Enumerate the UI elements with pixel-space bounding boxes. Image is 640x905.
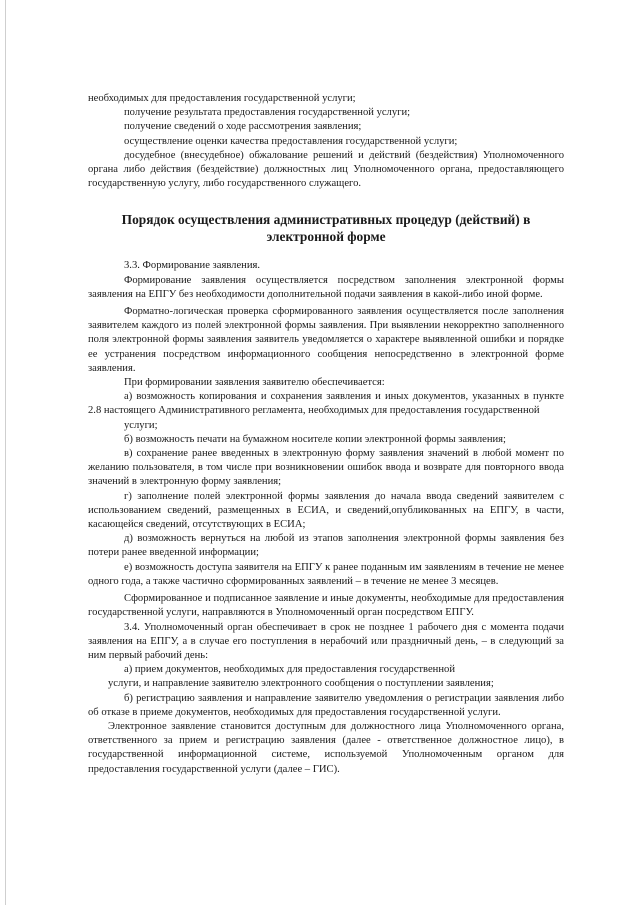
scan-edge-line (5, 0, 6, 905)
clause-3-4-item-b: б) регистрацию заявления и направление заявителю уведомления о регистрации заявления либо об отказе в приеме документов, необходимых для предоставления государственной услуги. (88, 692, 564, 718)
list-item-e: е) возможность доступа заявителя на ЕПГУ к ранее поданным им заявлениям в течение не менее одного года, а также частично сформированных заявлений – в течение не менее 3 месяцев. (88, 561, 564, 587)
intro-line-2: получение результата предоставления государственной услуги; (124, 107, 411, 119)
section-title: Порядок осуществления административных процедур (действий) в электронной форме (121, 212, 531, 245)
clause-3-4: 3.4. Уполномоченный орган обеспечивает в срок не позднее 1 рабочего дня с момента подачи заявления на ЕПГУ, а в случае его поступления в нерабочий или праздничный день, – в следующий за ним первый рабочий день: (88, 621, 564, 661)
list-item-b: б) возможность печати на бумажном носителе копии электронной формы заявления; (124, 433, 506, 445)
list-item-a-continuation: услуги; (124, 419, 158, 431)
paragraph-provided-list-intro: При формировании заявления заявителю обеспечивается: (124, 377, 385, 389)
intro-paragraph-appeal: досудебное (внесудебное) обжалование решений и действий (бездействия) Уполномоченного органа либо действия (бездействие) должностных лиц Уполномоченного органа, предоставляющего государственную услугу, либо государственного служащего. (88, 149, 564, 190)
list-item-v: в) сохранение ранее введенных в электронную форму заявления значений в любой момент по желанию пользователя, в том числе при возникновении ошибок ввода и возврате для повторного ввода значений в электронную форму заявления; (88, 448, 564, 488)
document-page (88, 92, 564, 777)
intro-line-3: получение сведений о ходе рассмотрения заявления; (124, 121, 362, 133)
intro-line-4: осуществление оценки качества предоставления государственной услуги; (124, 135, 458, 147)
clause-3-3-heading: 3.3. Формирование заявления. (124, 260, 261, 272)
clause-3-4-item-a: а) прием документов, необходимых для предоставления государственной (124, 664, 455, 676)
paragraph-validation: Форматно-логическая проверка сформированного заявления осуществляется после заполнения заявителем каждого из полей электронной формы заявления. При выявлении некорректно заполненного поля электронной формы заявления заявитель уведомляется о характере выявленной ошибки и порядке ее устранения посредством информационного сообщения непосредственно в электронной форме заявления. (88, 306, 564, 374)
paragraph-forming: Формирование заявления осуществляется посредством заполнения электронной формы заявления на ЕПГУ без необходимости дополнительной подачи заявления в какой-либо иной форме. (88, 274, 564, 300)
clause-3-4-item-a-continuation: услуги, и направление заявителю электронного сообщения о поступлении заявления; (108, 678, 494, 690)
list-item-a: а) возможность копирования и сохранения заявления и иных документов, указанных в пункте 2.8 настоящего Административного регламента, необходимых для предоставления государственной (88, 391, 564, 417)
paragraph-electronic-application: Электронное заявление становится доступным для должностного лица Уполномоченного органа, ответственного за прием и регистрацию заявления (далее - ответственное должностное лицо), в государственной информационной системе, используемой Уполномоченным органом для предоставления государственной услуги (далее – ГИС). (88, 720, 564, 775)
list-item-g: г) заполнение полей электронной формы заявления до начала ввода сведений заявителем с использованием сведений, размещенных в ЕСИА, и сведений,опубликованных на ЕПГУ, в части, касающейся сведений, отсутствующих в ЕСИА; (88, 490, 564, 531)
intro-line-1: необходимых для предоставления государственной услуги; (88, 93, 356, 104)
paragraph-submitted: Сформированное и подписанное заявление и иные документы, необходимые для предоставления государственной услуги, направляются в Уполномоченный орган посредством ЕПГУ. (88, 593, 564, 619)
list-item-d: д) возможность вернуться на любой из этапов заполнения электронной формы заявления без потери ранее введенной информации; (88, 533, 564, 559)
